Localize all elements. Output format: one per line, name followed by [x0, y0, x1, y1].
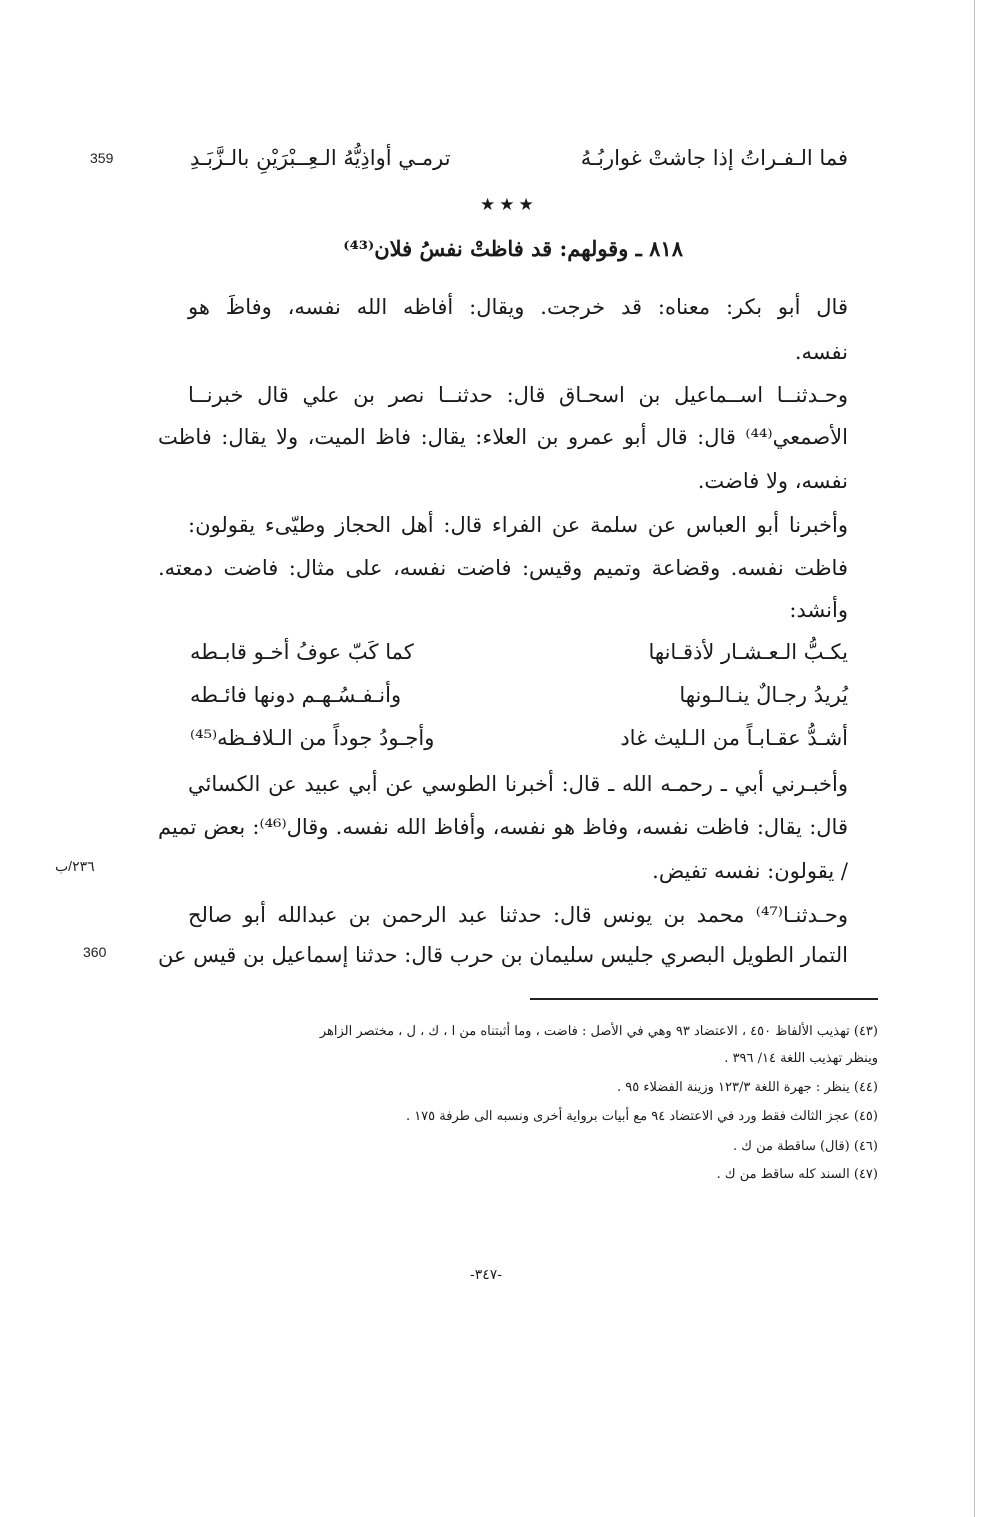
paragraph-line: / يقولون: نفسه تفيض.	[652, 859, 848, 883]
verse-top-right: فما الـفـراتُ إذا جاشتْ غواربُـهُ	[580, 146, 848, 170]
footnote-divider	[530, 998, 878, 1000]
paragraph-line: وأخبرنا أبو العباس عن سلمة عن الفراء قال: أهل الحجاز وطيّىء يقولون:	[188, 513, 848, 537]
poem-left-hemistich: كما كَبّ عوفُ أخـو قابـطه	[190, 640, 414, 664]
paragraph-line: قال: يقال: فاظت نفسه، وفاظ هو نفسه، وأفاظ الله نفسه. وقال⁽⁴⁶⁾: بعض تميم	[158, 815, 848, 839]
page-number: -٣٤٧-	[470, 1267, 503, 1283]
poem-right-hemistich: يُريدُ رجـالٌ ينـالـونها	[679, 683, 848, 707]
paragraph-line: قال أبو بكر: معناه: قد خرجت. ويقال: أفاظه الله نفسه، وفاظَ هو	[188, 295, 848, 319]
footnote: (٤٧) السند كله ساقط من ك .	[716, 1167, 878, 1182]
footnote: (٤٥) عجز الثالث فقط ورد في الاعتضاد ٩٤ مع أبيات برواية أخرى ونسبه الى طرفة ١٧٥ .	[405, 1109, 878, 1124]
footnote: وينظر تهذيب اللغة ١٤/ ٣٩٦ .	[724, 1051, 878, 1066]
poem-right-hemistich: يكـبُّ الـعـشـار لأذقـانها	[648, 640, 848, 664]
margin-folio: ٢٣٦/ب	[55, 858, 95, 874]
footnote: (٤٦) (قال) ساقطة من ك .	[733, 1139, 878, 1154]
paragraph-line: التمار الطويل البصري جليس سليمان بن حرب قال: حدثنا إسماعيل بن قيس عن	[158, 943, 848, 967]
margin-page-360: 360	[83, 944, 107, 960]
paragraph-line: الأصمعي⁽⁴⁴⁾ قال: قال أبو عمرو بن العلاء: يقال: فاظ الميت، ولا يقال: فاظت	[158, 425, 848, 449]
section-separator: ★★★	[480, 195, 538, 215]
paragraph-line: نفسه، ولا فاضت.	[697, 469, 848, 493]
poem-left-hemistich: وأجـودُ جوداً من الـلافـظه⁽⁴⁵⁾	[190, 726, 435, 750]
paragraph-line: وأنشد:	[789, 598, 848, 622]
paragraph-line: نفسه.	[794, 340, 848, 364]
scan-edge-line	[974, 0, 975, 1517]
poem-right-hemistich: أشـدُّ عقـابـاً من الـليث غاد	[620, 726, 848, 750]
paragraph-line: فاظت نفسه. وقضاعة وتميم وقيس: فاضت نفسه، على مثال: فاضت دمعته.	[158, 556, 848, 580]
footnote: (٤٣) تهذيب الألفاظ ٤٥٠ ، الاعتضاد ٩٣ وهي في الأصل : فاضت ، وما أثبتناه من ا ، ك ، ل ، مختصر الزاهر	[319, 1024, 878, 1039]
paragraph-line: وحـدثنـا⁽⁴⁷⁾ محمد بن يونس قال: حدثنا عبد الرحمن بن عبدالله أبو صالح	[188, 903, 848, 927]
verse-top-left: ترمـي أواذِيُّهُ الـعِــبْرَيْنِ بالـزَّبَـدِ	[190, 146, 451, 170]
footnote: (٤٤) ينظر : جهرة اللغة ١٢٣/٣ وزينة الفضلاء ٩٥ .	[617, 1080, 878, 1095]
poem-left-hemistich: وأنـفـسُـهـم دونها فائـطه	[190, 683, 402, 707]
paragraph-line: وحـدثنــا اســماعيل بن اسحـاق قال: حدثنــا نصر بن علي قال خبرنــا	[188, 383, 848, 407]
margin-page-359: 359	[90, 150, 114, 166]
section-heading: ٨١٨ ـ وقولهم: قد فاظتْ نفسُ فلان⁽⁴³⁾	[343, 236, 683, 261]
paragraph-line: وأخبـرني أبي ـ رحمـه الله ـ قال: أخبرنا الطوسي عن أبي عبيد عن الكسائي	[188, 772, 848, 796]
